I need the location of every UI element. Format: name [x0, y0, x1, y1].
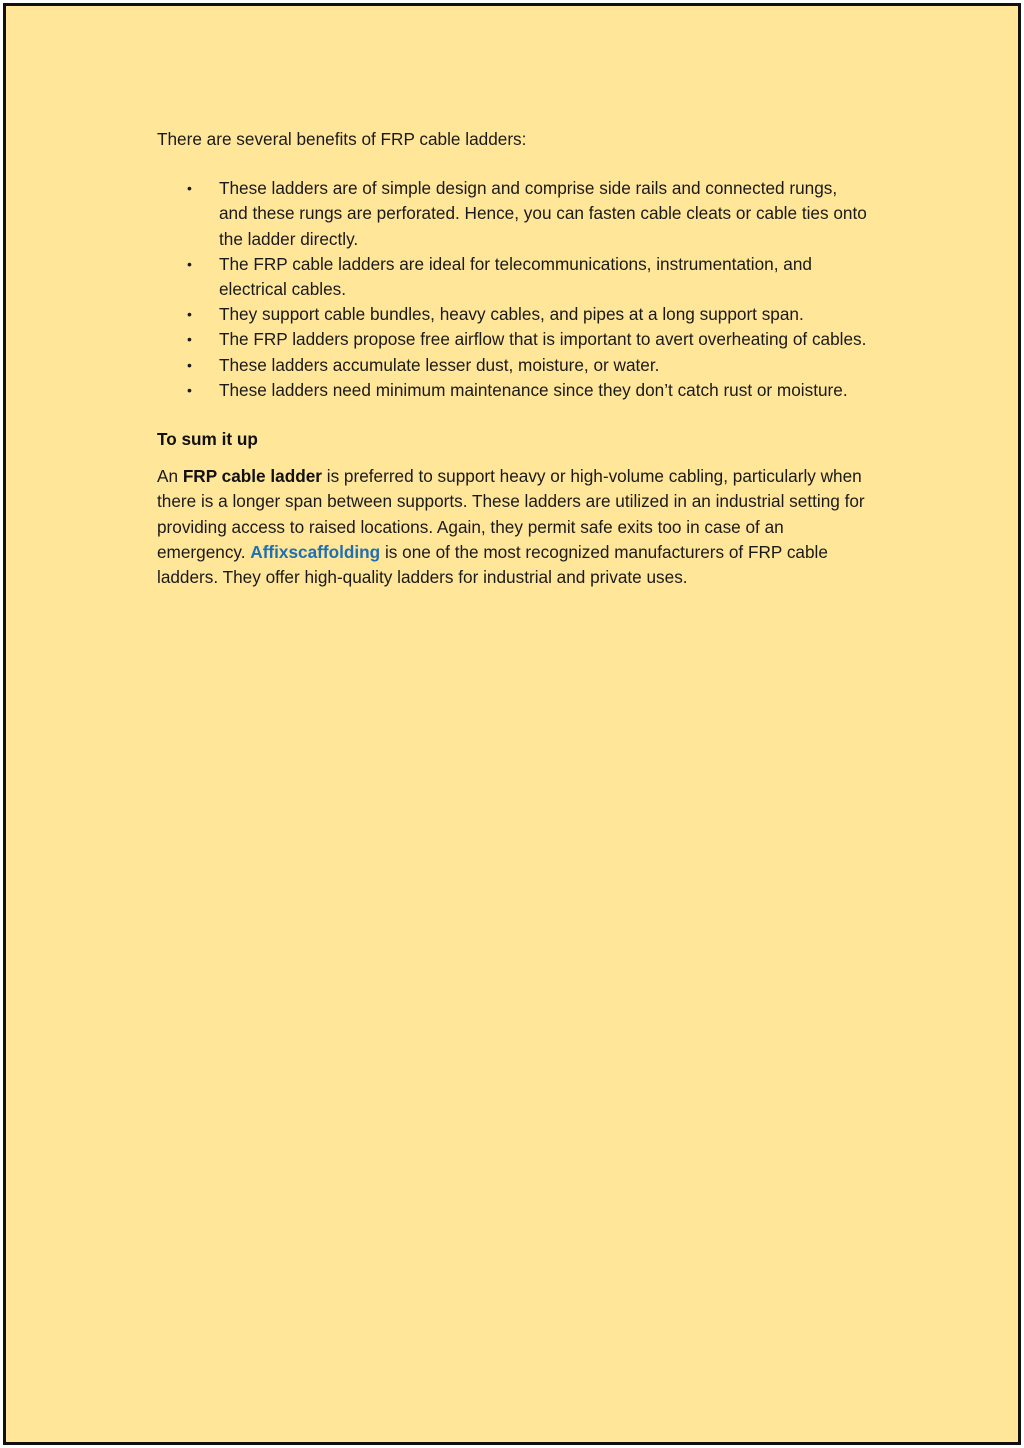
list-item-text: These ladders accumulate lesser dust, moisture, or water. [219, 354, 660, 375]
list-item-text: They support cable bundles, heavy cables, and pipes at a long support span. [219, 304, 804, 325]
list-item [157, 353, 897, 378]
list-item [157, 176, 897, 252]
list-item-text: The FRP ladders propose free airflow that is important to avert overheating of cables. [219, 329, 867, 350]
bold-term: FRP cable ladder [182, 466, 322, 487]
list-item [157, 327, 897, 352]
bullet-icon: • [187, 381, 192, 398]
bullet-icon: • [187, 306, 192, 323]
bullet-icon: • [187, 331, 192, 348]
bullet-icon: • [187, 255, 192, 272]
affixscaffolding-link[interactable]: Affixscaffolding [250, 541, 381, 562]
list-item [157, 302, 897, 327]
summary-paragraph [157, 464, 877, 590]
paragraph-text: is one of the most recognized manufacturers of FRP cable ladders. They offer high-quality ladders for industrial and private uses. [157, 541, 828, 588]
bullet-icon: • [187, 356, 192, 373]
list-item [157, 378, 897, 403]
list-item [157, 252, 897, 302]
list-item-text: The FRP cable ladders are ideal for telecommunications, instrumentation, and electrical cables. [219, 253, 812, 300]
paragraph-text: An [157, 466, 183, 487]
intro-text: There are several benefits of FRP cable ladders: [157, 129, 527, 149]
bullet-icon: • [187, 180, 192, 197]
paragraph-text: is preferred to support heavy or high-volume cabling, particularly when there is a longer span between supports. These ladders are utilized in an industrial setting for providing access to raised locations. Again, they permit safe exits too in case of an emergency. [157, 466, 865, 562]
list-item-text: These ladders need minimum maintenance since they don’t catch rust or moisture. [219, 379, 848, 400]
document-body [157, 127, 897, 590]
document-page [3, 3, 1021, 1445]
section-heading: To sum it up [157, 429, 258, 450]
list-item-text: These ladders are of simple design and comprise side rails and connected rungs, and these rungs are perforated. Hence, you can fasten cable cleats or cable ties onto the ladder directly. [219, 178, 867, 249]
benefits-list [157, 176, 897, 403]
